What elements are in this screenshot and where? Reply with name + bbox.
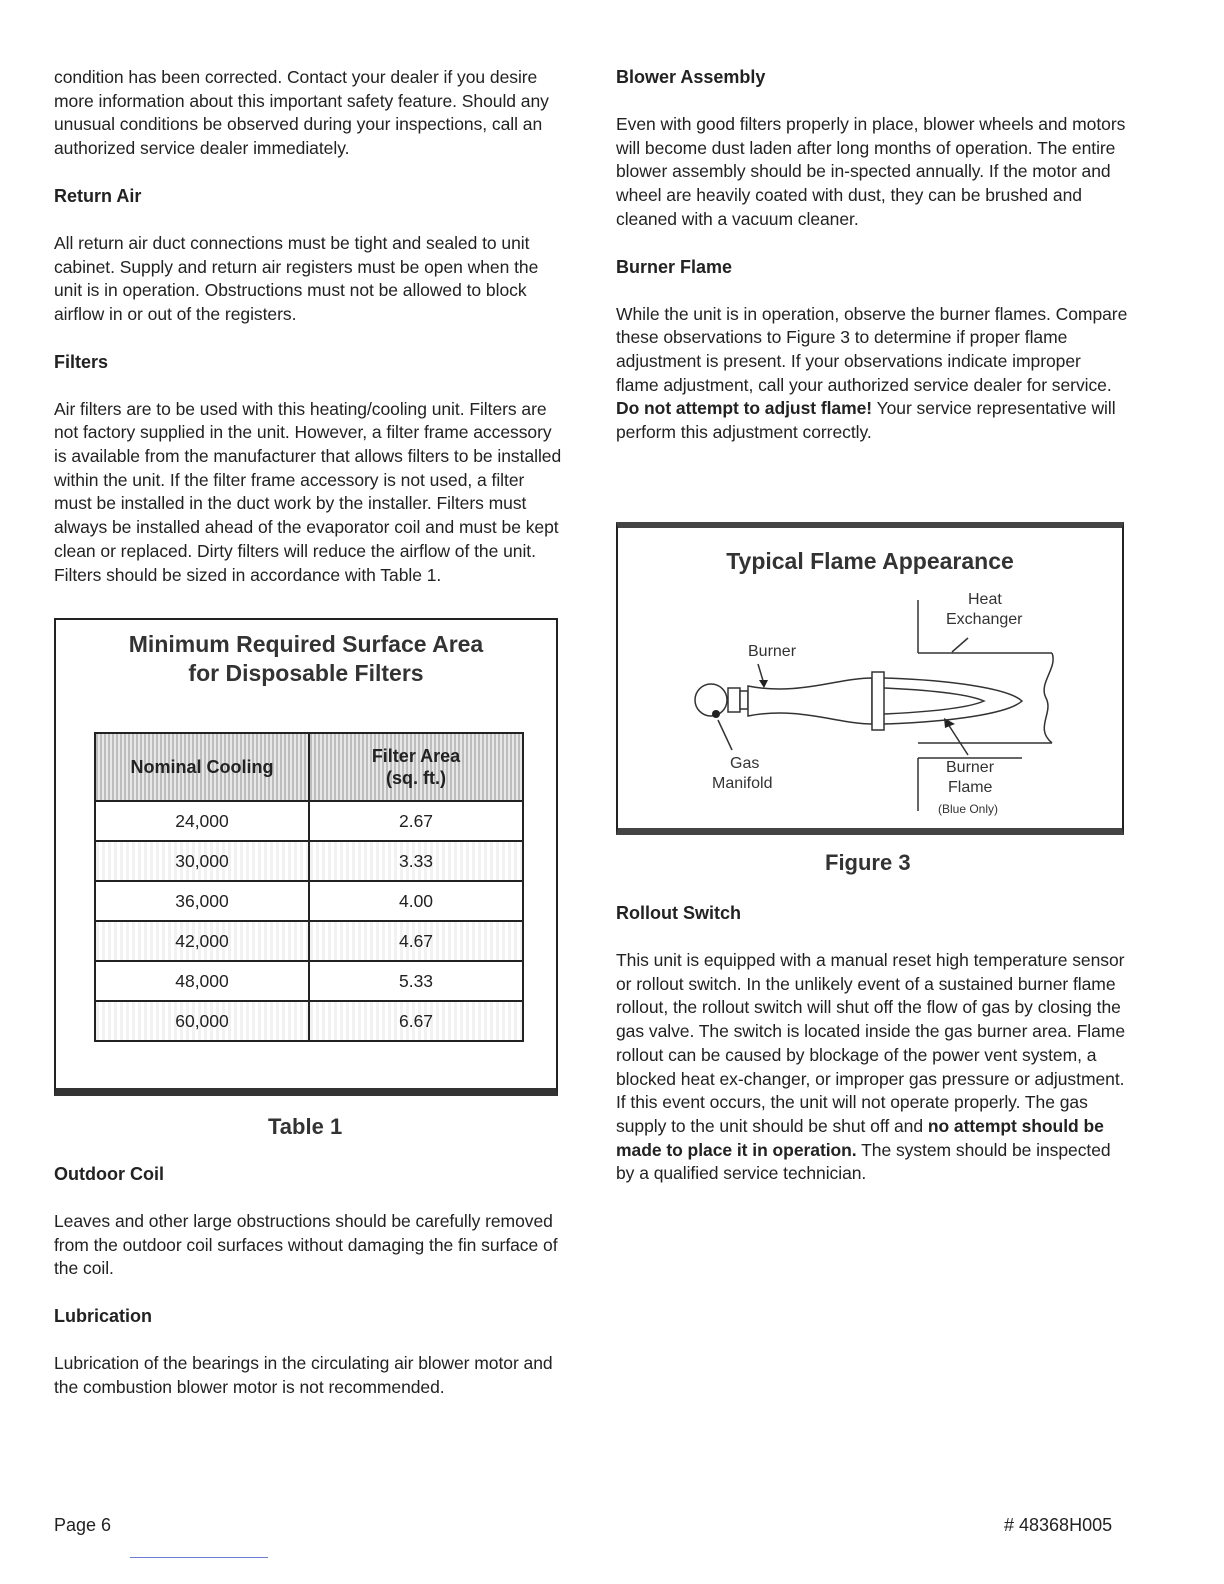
rollout-warning: no attempt should be made to place it in operation. bbox=[616, 1115, 1104, 1160]
table-row bbox=[95, 801, 523, 841]
intro-paragraph: condition has been corrected. Contact your dealer if you desire more information about this important safety feature. Should any unusual conditions be observed during your inspections, call an authorized service dealer immediately. bbox=[54, 67, 549, 159]
cell-area: 4.00 bbox=[309, 881, 523, 921]
lubrication-paragraph: Lubrication of the bearings in the circulating air blower motor and the combustion blower motor is not recommended. bbox=[54, 1353, 553, 1397]
right-column bbox=[616, 66, 1128, 445]
burner-flame-text-end: Your service representative will perform this adjustment correctly. bbox=[616, 398, 1116, 443]
left-column bbox=[54, 66, 566, 587]
flame-label-line1: Burner bbox=[946, 759, 995, 776]
left-lower-column bbox=[54, 1163, 566, 1400]
table-title-line1: Minimum Required Surface Area bbox=[128, 631, 484, 657]
cell-area: 6.67 bbox=[309, 1001, 523, 1041]
heat-label-line2: Exchanger bbox=[946, 611, 1023, 628]
cell-cooling: 48,000 bbox=[95, 961, 309, 1001]
burner-flame-warning: Do not attempt to adjust flame! bbox=[616, 398, 873, 419]
cell-area: 4.67 bbox=[309, 921, 523, 961]
cell-cooling: 60,000 bbox=[95, 1001, 309, 1041]
cell-area: 2.67 bbox=[309, 801, 523, 841]
burner-diagram bbox=[618, 528, 1122, 828]
document-number: # 48368H005 bbox=[1004, 1515, 1113, 1535]
flame-inner bbox=[884, 688, 984, 714]
burner-flame-text: While the unit is in operation, observe the burner flames. Compare these observations to Figure 3 to determine if proper flame adjustment is present. If your observations indicate improper flame adjustment, call your authorized service dealer for service. bbox=[616, 303, 1128, 395]
filters-heading: Filters bbox=[54, 351, 109, 372]
table-caption: Table 1 bbox=[268, 1114, 343, 1139]
flame-label-note: (Blue Only) bbox=[938, 802, 999, 816]
gas-label-line1: Gas bbox=[730, 755, 760, 772]
burner-tube bbox=[748, 678, 872, 724]
return-air-heading: Return Air bbox=[54, 185, 142, 206]
cell-area: 5.33 bbox=[309, 961, 523, 1001]
table-header-row bbox=[95, 733, 523, 801]
burner-label: Burner bbox=[748, 643, 797, 660]
table-title bbox=[56, 630, 556, 688]
figure-caption: Figure 3 bbox=[825, 850, 911, 875]
rollout-text: This unit is equipped with a manual reset high temperature sensor or rollout switch. In the unlikely event of a sustained burner flame rollout, the rollout switch will shut off the flow of gas by closing the gas valve. The switch is located inside the gas burner area. Flame rollout can be caused by blockage of the power vent system, a blocked heat ex-changer, or improper gas pressure or adjustment. If this event occurs, the unit will not operate properly. The gas supply to the unit should be shut off and bbox=[616, 950, 1126, 1136]
flame-figure-box bbox=[616, 522, 1124, 835]
table-row bbox=[95, 921, 523, 961]
figure-title: Typical Flame Appearance bbox=[726, 548, 1014, 574]
table-row bbox=[95, 881, 523, 921]
right-lower-column bbox=[616, 902, 1128, 1186]
gas-label-line2: Manifold bbox=[712, 775, 773, 792]
filter-table-box bbox=[54, 618, 558, 1096]
gas-manifold bbox=[695, 684, 727, 716]
outdoor-coil-paragraph: Leaves and other large obstructions should be carefully removed from the outdoor coil surfaces without damaging the fin surface of the coil. bbox=[54, 1211, 558, 1279]
rollout-paragraph bbox=[616, 949, 1128, 1186]
return-air-paragraph: All return air duct connections must be tight and sealed to unit cabinet. Supply and return air registers must be open when the unit is in operation. Obstructions must not be allowed to block airflow in or out of the registers. bbox=[54, 232, 539, 324]
cell-cooling: 36,000 bbox=[95, 881, 309, 921]
outdoor-coil-heading: Outdoor Coil bbox=[54, 1164, 164, 1184]
heat-exchanger-edge bbox=[1044, 653, 1053, 743]
blower-heading: Blower Assembly bbox=[616, 67, 766, 87]
page-number: Page 6 bbox=[54, 1515, 112, 1535]
rollout-heading: Rollout Switch bbox=[616, 903, 741, 923]
header-filter-area-line2: (sq. ft.) bbox=[386, 768, 446, 788]
table-row bbox=[95, 1001, 523, 1041]
filter-table bbox=[94, 732, 524, 1042]
header-filter-area-line1: Filter Area bbox=[371, 746, 461, 766]
burner-flame-heading: Burner Flame bbox=[616, 256, 733, 277]
rollout-text-end: The system should be inspected by a qualified service technician. bbox=[616, 1139, 1111, 1184]
burner-flame-paragraph bbox=[616, 303, 1128, 445]
table-row bbox=[95, 961, 523, 1001]
gas-manifold-leader bbox=[718, 720, 732, 750]
filters-paragraph: Air filters are to be used with this heating/cooling unit. Filters are not factory supplied in the unit. However, a filter frame accessory is available from the manufacturer that allows filters to be installed within the unit. If the filter frame accessory is not used, a filter must be installed in the duct work by the installer. Filters must always be installed ahead of the evaporator coil and must be kept clean or replaced. Dirty filters will reduce the airflow of the unit. Filters should be sized in accordance with Table 1. bbox=[54, 398, 562, 585]
cell-area: 3.33 bbox=[309, 841, 523, 881]
footer-divider bbox=[130, 1557, 268, 1558]
table-row bbox=[95, 841, 523, 881]
cell-cooling: 30,000 bbox=[95, 841, 309, 881]
flame-label-line2: Flame bbox=[948, 779, 993, 796]
cell-cooling: 24,000 bbox=[95, 801, 309, 841]
header-filter-area bbox=[309, 733, 523, 801]
heat-label-line1: Heat bbox=[968, 591, 1002, 608]
lubrication-heading: Lubrication bbox=[54, 1306, 152, 1327]
cell-cooling: 42,000 bbox=[95, 921, 309, 961]
blower-paragraph: Even with good filters properly in place, blower wheels and motors will become dust laden after long months of operation. The entire blower assembly should be in-spected annually. If the motor and wheel are heavily coated with dust, they can be brushed and cleaned with a vacuum cleaner. bbox=[616, 114, 1126, 229]
header-nominal-cooling: Nominal Cooling bbox=[95, 733, 309, 801]
flame-outer bbox=[884, 678, 1022, 724]
table-title-line2: for Disposable Filters bbox=[188, 660, 424, 686]
